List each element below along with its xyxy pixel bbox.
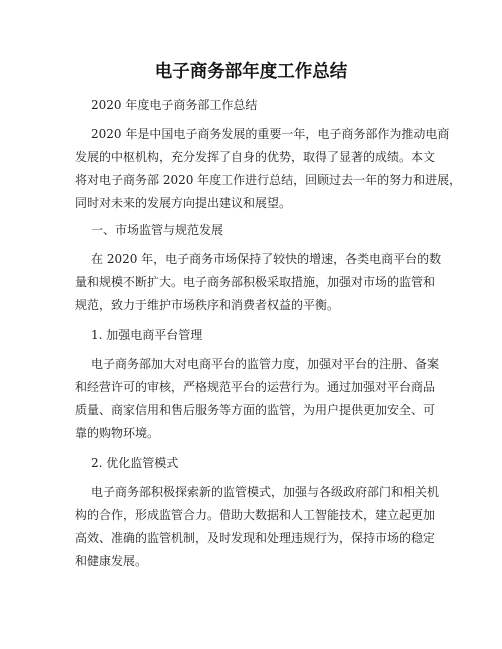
document-subtitle: 2020 年度电子商务部工作总结 (91, 98, 258, 112)
section-1-line-3: 规范，致力于维护市场秩序和消费者权益的平衡。 (75, 298, 340, 312)
subsection-1-line-2: 和经营许可的审核，严格规范平台的运营行为。通过加强对平台商品 (75, 380, 436, 394)
subsection-2-line-3: 高效、准确的监管机制，及时发现和处理违规行为，保持市场的稳定 (75, 531, 436, 545)
subsection-1-line-1: 电子商务部加大对电商平台的监管力度，加强对平台的注册、备案 (91, 357, 440, 371)
document-title: 电子商务部年度工作总结 (154, 62, 348, 82)
subsection-2-line-4: 和健康发展。 (75, 554, 148, 568)
section-1-line-2: 量和规模不断扩大。电子商务部积极采取措施，加强对市场的监管和 (75, 275, 436, 289)
intro-line-1: 2020 年是中国电子商务发展的重要一年，电子商务部作为推动电商 (91, 127, 450, 141)
subsection-1-line-4: 靠的购物环境。 (75, 426, 160, 440)
section-1-heading: 一、市场监管与规范发展 (91, 223, 224, 237)
subsection-1-line-3: 质量、商家信用和售后服务等方面的监管，为用户提供更加安全、可 (75, 403, 436, 417)
subsection-2-line-2: 构的合作，形成监管合力。借助大数据和人工智能技术，建立起更加 (75, 508, 436, 522)
intro-line-4: 同时对未来的发展方向提出建议和展望。 (75, 196, 292, 210)
intro-line-3: 将对电子商务部 2020 年度工作进行总结，回顾过去一年的努力和进展， (75, 173, 462, 187)
subsection-1-heading: 1. 加强电商平台管理 (91, 328, 203, 342)
subsection-2-line-1: 电子商务部积极探索新的监管模式，加强与各级政府部门和相关机 (91, 485, 440, 499)
subsection-2-heading: 2. 优化监管模式 (91, 456, 179, 470)
intro-line-2: 发展的中枢机构，充分发挥了自身的优势，取得了显著的成绩。本文 (75, 150, 436, 164)
section-1-line-1: 在 2020 年，电子商务市场保持了较快的增速，各类电商平台的数 (91, 252, 442, 266)
